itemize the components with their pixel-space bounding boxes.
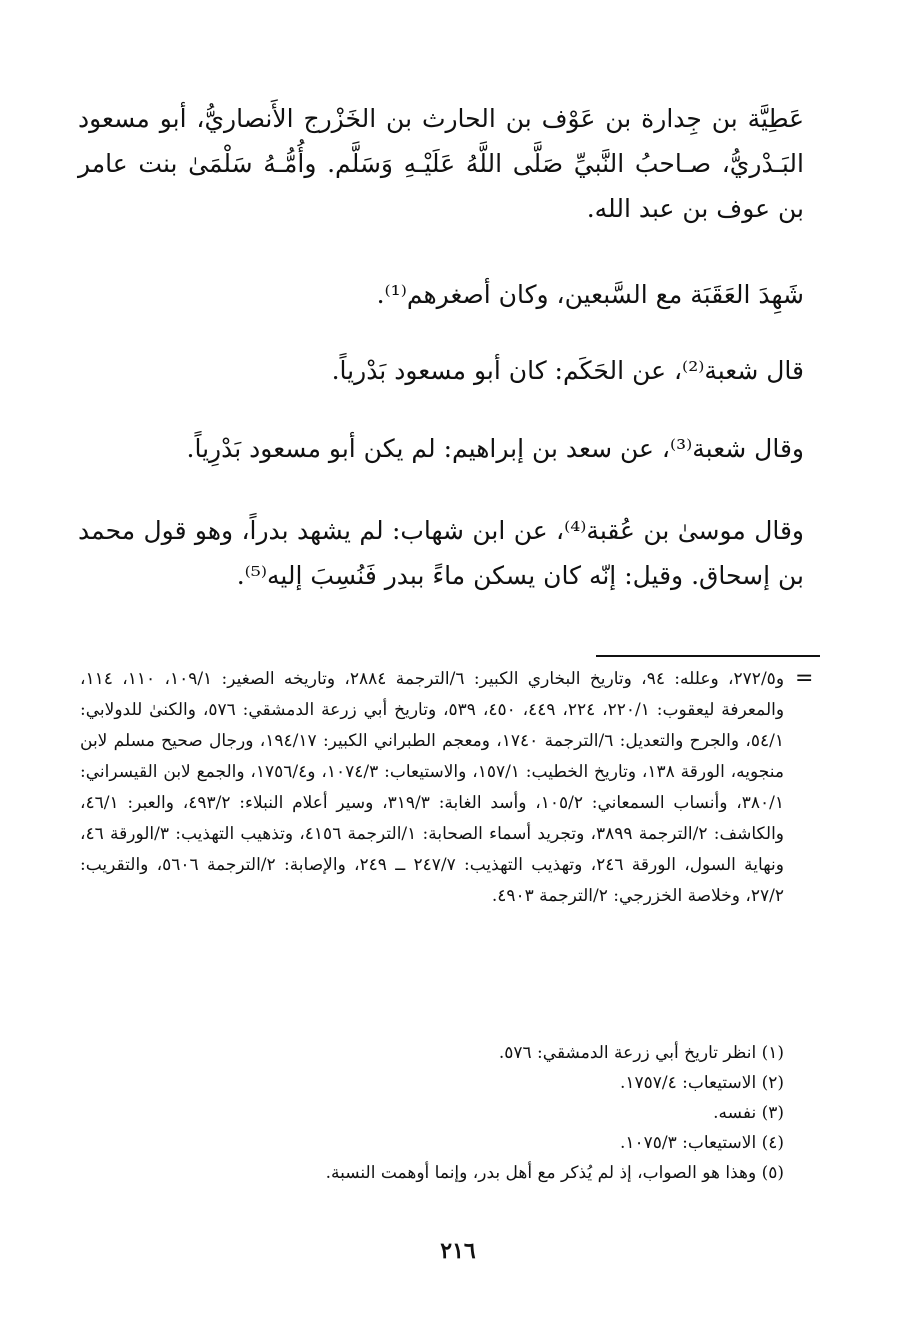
footnote-list: [80, 1038, 784, 1188]
body-paragraph-5: وقال موسىٰ بن عُقبة⁽⁴⁾، عن ابن شهاب: لم يشهد بدراً، وهو قول محمد بن إسحاق. وقيل: إنّه كان يسكن ماءً ببدر فَنُسِبَ إليه⁽⁵⁾.: [78, 516, 804, 590]
page-number: ٢١٦: [440, 1238, 476, 1264]
footnote-5: (٥) وهذا هو الصواب، إذ لم يُذكر مع أهل بدر، وإنما أوهمت النسبة.: [325, 1163, 784, 1183]
body-paragraph-4: وقال شعبة⁽³⁾، عن سعد بن إبراهيم: لم يكن أبو مسعود بَدْرِياً.: [186, 434, 804, 463]
footnote-1: (١) انظر تاريخ أبي زرعة الدمشقي: ٥٧٦.: [498, 1043, 784, 1063]
footnote-3: (٣) نفسه.: [713, 1103, 784, 1123]
body-paragraph-1: عَطِيَّة بن جِدارة بن عَوْف بن الحارث بن الخَزْرج الأَنصاريُّ، أبو مسعود البَـدْريُّ، صـاحبُ النَّبيِّ صَلَّى اللَّهُ عَلَيْـهِ وَسَلَّم. وأُمُّـهُ سَلْمَىٰ بنت عامر بن عوف بن عبد الله.: [78, 104, 804, 223]
footnote-2: (٢) الاستيعاب: ١٧٥٧/٤.: [619, 1073, 784, 1093]
body-paragraph-2: شَهِدَ العَقَبَة مع السَّبعين، وكان أصغرهم⁽¹⁾.: [376, 280, 804, 309]
footnote-divider: [596, 655, 820, 657]
footnote-continuation-mark: =: [795, 666, 814, 691]
footnote-continuation: و٢٧٢/٥، وعلله: ٩٤، وتاريخ البخاري الكبير: ٦/الترجمة ٢٨٨٤، وتاريخه الصغير: ١٠٩/١، ١١٠، ١١٤، والمعرفة ليعقوب: ٢٢٠/١، ٢٢٤، ٤٤٩، ٤٥٠، ٥٣٩، وتاريخ أبي زرعة الدمشقي: ٥٧٦، والكنىٰ للدولابي: ٥٤/١، والجرح والتعديل: ٦/الترجمة ١٧٤٠، ومعجم الطبراني الكبير: ١٩٤/١٧، ورجال صحيح مسلم لابن منجويه، الورقة ١٣٨، وتاريخ الخطيب: ١٥٧/١، والاستيعاب: ١٠٧٤/٣، و١٧٥٦/٤، والجمع لابن القيسراني: ٣٨٠/١، وأنساب السمعاني: ١٠٥/٢، وأسد الغابة: ٣١٩/٣، وسير أعلام النبلاء: ٤٩٣/٢، والعبر: ٤٦/١، والكاشف: ٢/الترجمة ٣٨٩٩، وتجريد أسماء الصحابة: ١/الترجمة ٤١٥٦، وتذهيب التهذيب: ٣/الورقة ٤٦، ونهاية السول، الورقة ٢٤٦، وتهذيب التهذيب: ٢٤٧/٧ ــ ٢٤٩، والإصابة: ٢/الترجمة ٥٦٠٦، والتقريب: ٢٧/٢، وخلاصة الخزرجي: ٢/الترجمة ٤٩٠٣.: [80, 669, 785, 906]
footnote-4: (٤) الاستيعاب: ١٠٧٥/٣.: [619, 1133, 784, 1153]
body-paragraph-3: قال شعبة⁽²⁾، عن الحَكَم: كان أبو مسعود بَدْرياً.: [331, 356, 804, 385]
